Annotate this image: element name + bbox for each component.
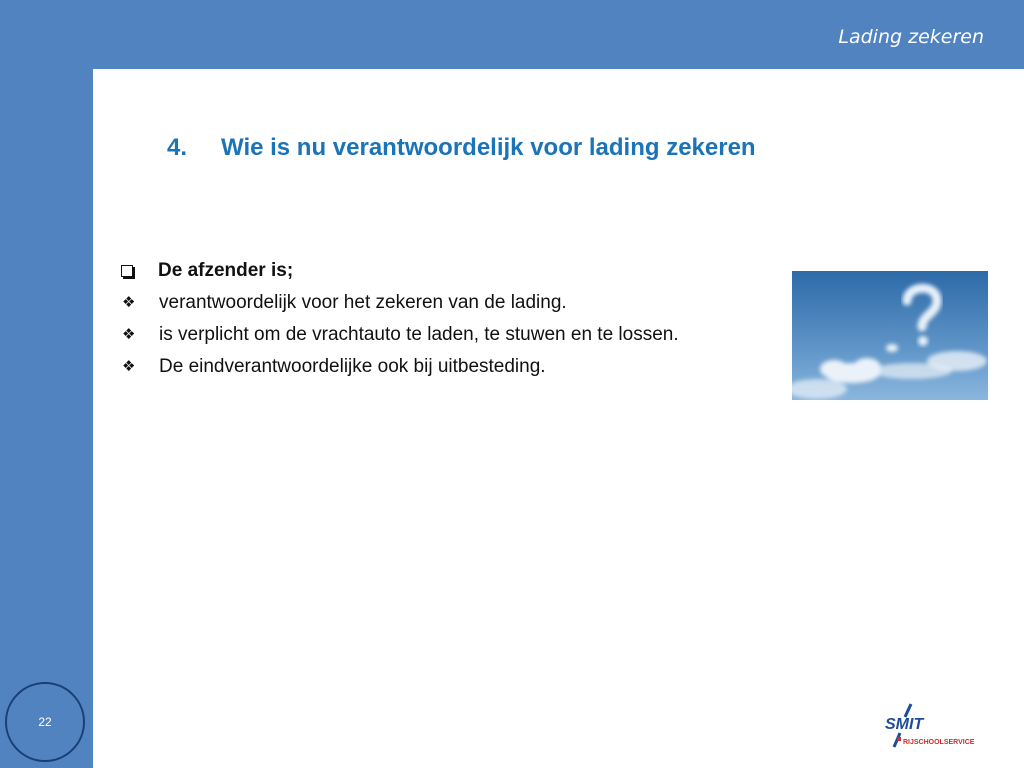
bullet-item: [121, 259, 741, 282]
slide-number: 22: [38, 715, 52, 729]
bullet-text: is verplicht om de vrachtauto te laden, te stuwen en te lossen.: [159, 324, 679, 345]
bullet-item: [121, 291, 741, 314]
bullet-text: verantwoordelijk voor het zekeren van de lading.: [159, 292, 567, 313]
slide-heading-number: 4.: [167, 134, 188, 161]
bullet-item: [121, 355, 741, 378]
slide-header-title: Lading zekeren: [838, 26, 984, 48]
diamond-bullet-icon: ❖: [122, 293, 136, 311]
svg-text:RIJSCHOOLSERVICE: RIJSCHOOLSERVICE: [903, 739, 975, 746]
bullet-item: [121, 323, 706, 346]
bullet-list: [121, 259, 741, 387]
diamond-bullet-icon: ❖: [122, 357, 136, 375]
diamond-bullet-icon: ❖: [122, 325, 136, 343]
svg-text:SMIT: SMIT: [885, 716, 924, 733]
question-cloud-image: [792, 271, 988, 400]
bullet-text: De afzender is;: [158, 260, 294, 281]
slide-heading: [167, 134, 756, 162]
slide-heading-text: Wie is nu verantwoordelijk voor lading zekeren: [221, 134, 756, 161]
smit-logo: [879, 703, 979, 751]
bullet-text: De eindverantwoordelijke ook bij uitbesteding.: [159, 356, 546, 377]
slide-number-badge: [5, 682, 85, 762]
slide-content-area: [93, 69, 1024, 768]
square-bullet-icon: [121, 259, 158, 282]
